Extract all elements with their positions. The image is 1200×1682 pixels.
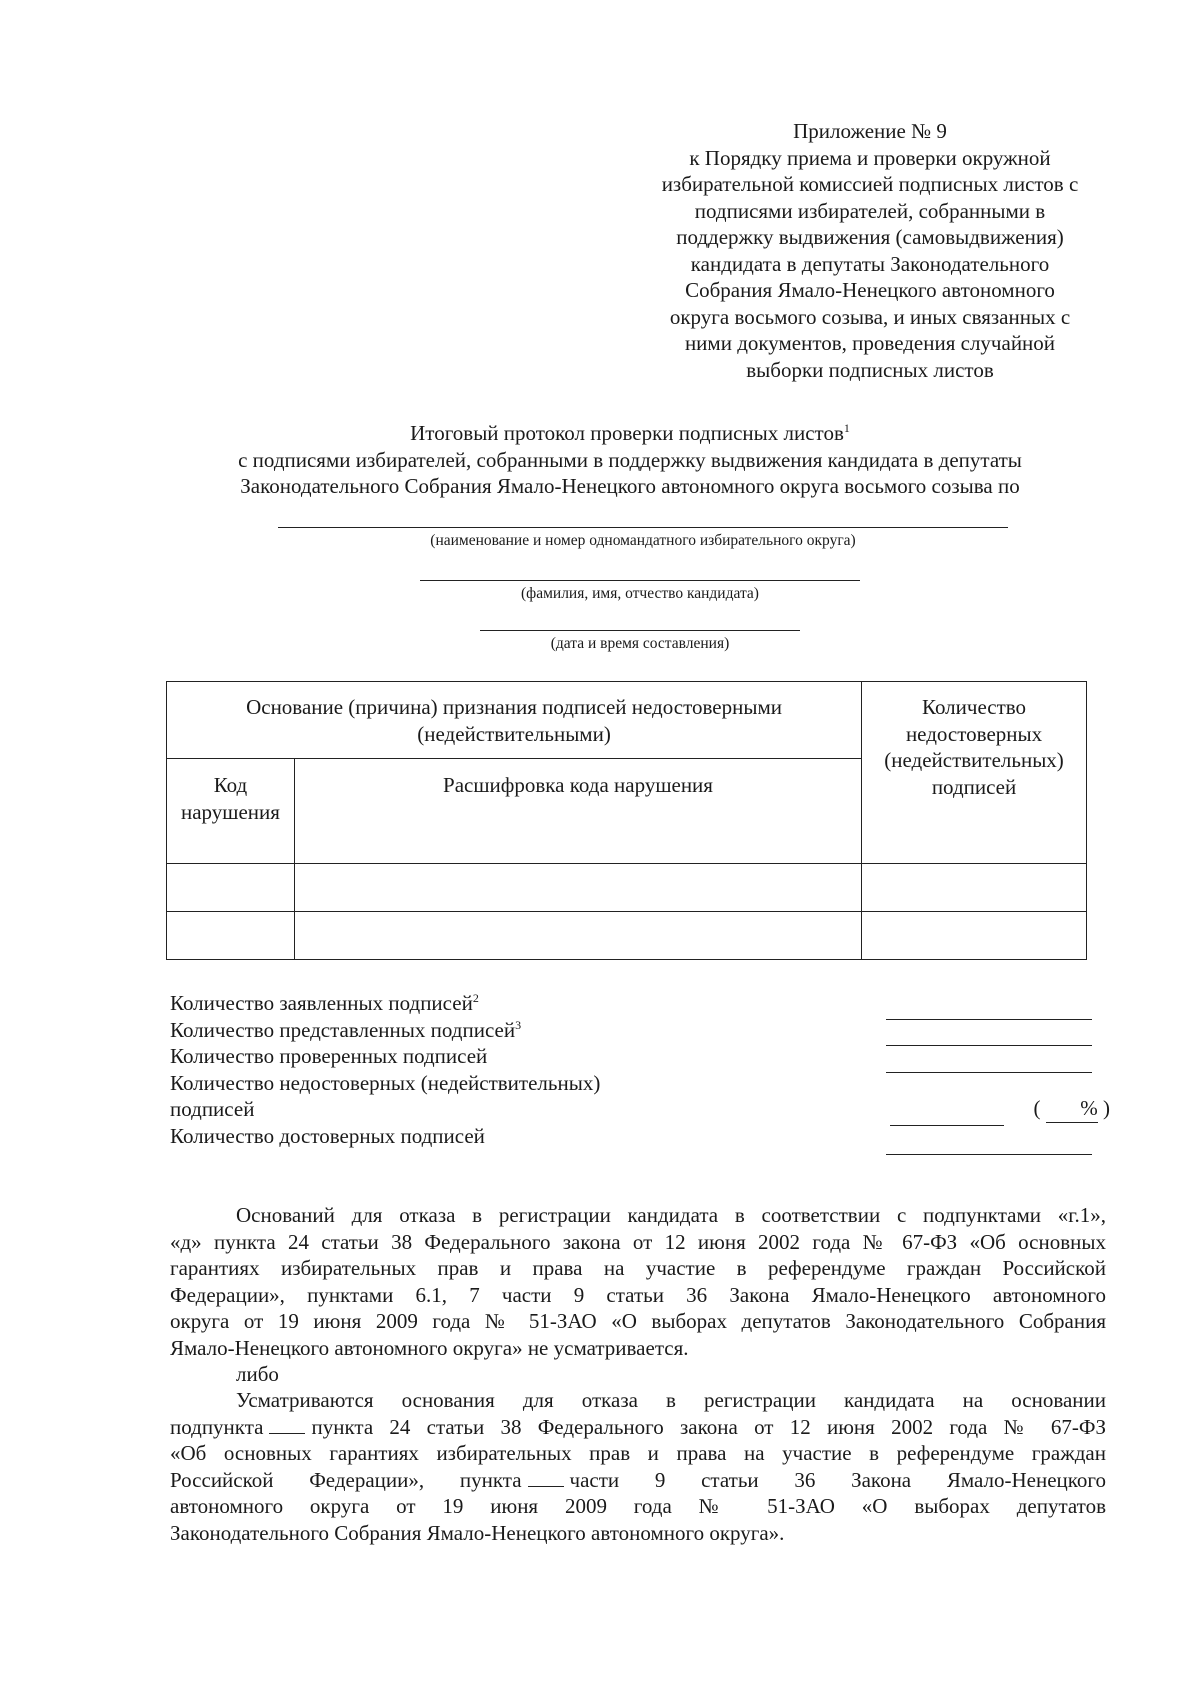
declared-label: Количество заявленных подписей xyxy=(170,991,473,1015)
body-line xyxy=(170,1467,1106,1494)
body-line xyxy=(170,1414,1106,1441)
invalid-label: Количество недостоверных (недействительных) xyxy=(170,1070,601,1095)
datetime-blank[interactable] xyxy=(480,630,800,631)
appendix-line: выборки подписных листов xyxy=(746,357,994,382)
body-line: гарантиях избирательных прав и права на участие в референдуме граждан Российской xyxy=(170,1256,1106,1280)
appendix-line: кандидата в депутаты Законодательного xyxy=(690,251,1050,276)
appendix-line: Приложение № 9 xyxy=(793,119,947,143)
body-line: Законодательного Собрания Ямало-Ненецкого автономного округа». xyxy=(170,1520,785,1545)
body-line: округа от 19 июня 2009 года № 51-ЗАО «О выборах депутатов Законодательного Собрания xyxy=(170,1309,1106,1333)
submitted-label: Количество представленных подписей xyxy=(170,1017,516,1042)
district-caption: (наименование и номер одномандатного избирательного округа) xyxy=(430,532,856,549)
appendix-line: ними документов, проведения случайной xyxy=(684,331,1056,355)
body-text: Российской Федерации», пункта xyxy=(170,1467,522,1492)
footnote-marker: 1 xyxy=(843,421,850,435)
checked-row xyxy=(170,1043,1110,1070)
paragraph-grounds xyxy=(170,1387,1106,1546)
title-line-1 xyxy=(150,420,1110,447)
table-cell[interactable] xyxy=(862,912,1087,960)
declared-row xyxy=(170,990,1110,1017)
either-word: либо xyxy=(236,1362,279,1386)
header-reason: Основание (причина) признания подписей недостоверными (недействительными) xyxy=(167,682,862,759)
violations-table xyxy=(166,681,1087,960)
appendix-line: к Порядку приема и проверки окружной xyxy=(689,145,1051,170)
body-text: части 9 статьи 36 Закона Ямало-Ненецкого xyxy=(569,1467,1106,1492)
appendix-line: округа восьмого созыва, и иных связанных с xyxy=(669,304,1071,329)
candidate-blank[interactable] xyxy=(420,580,860,581)
appendix-line: поддержку выдвижения (самовыдвижения) xyxy=(676,225,1064,249)
body-text: подпункта xyxy=(170,1414,264,1439)
percent-sign: % xyxy=(1080,1096,1098,1120)
header-count: Количество недостоверных (недействительных) подписей xyxy=(862,682,1087,864)
table-cell[interactable] xyxy=(294,864,861,912)
percent-blank[interactable] xyxy=(1046,1095,1098,1123)
body-line: Оснований для отказа в регистрации кандидата в соответствии с подпунктами «г.1», xyxy=(236,1203,1106,1227)
body-text: пункта 24 статьи 38 Федерального закона от 12 июня 2002 года № 67-ФЗ xyxy=(311,1414,1106,1439)
footnote-marker: 2 xyxy=(472,991,479,1005)
subparagraph-blank[interactable] xyxy=(269,1433,305,1434)
footnote-marker: 3 xyxy=(515,1017,522,1032)
valid-label: Количество достоверных подписей xyxy=(170,1123,485,1148)
invalid-row-2 xyxy=(170,1096,1110,1123)
district-field xyxy=(278,527,1008,550)
body-line: Федерации», пунктами 6.1, 7 части 9 статьи 36 Закона Ямало-Ненецкого автономного xyxy=(170,1282,1106,1307)
paren-close: ) xyxy=(1103,1096,1110,1120)
col-decode: Расшифровка кода нарушения xyxy=(294,759,861,864)
body-line: Ямало-Ненецкого автономного округа» не усматривается. xyxy=(170,1335,689,1360)
appendix-header xyxy=(620,118,1120,383)
invalid-label-cont: подписей xyxy=(170,1097,255,1121)
table-cell[interactable] xyxy=(862,864,1087,912)
title-text: Итоговый протокол проверки подписных листов xyxy=(410,421,844,445)
candidate-caption: (фамилия, имя, отчество кандидата) xyxy=(521,585,759,602)
paren-open: ( xyxy=(1033,1096,1041,1120)
candidate-field xyxy=(420,580,860,603)
point-blank[interactable] xyxy=(528,1486,564,1487)
valid-blank[interactable] xyxy=(886,1153,1092,1155)
valid-row xyxy=(170,1123,1110,1150)
invalid-row-1 xyxy=(170,1070,1110,1097)
body-line: Усматриваются основания для отказа в регистрации кандидата на основании xyxy=(236,1388,1106,1412)
body-line: «Об основных гарантиях избирательных прав и права на участие в референдуме граждан xyxy=(170,1441,1106,1465)
body-line: автономного округа от 19 июня 2009 года № 51-ЗАО «О выборах депутатов xyxy=(170,1494,1106,1518)
title-line-2: с подписями избирателей, собранными в поддержку выдвижения кандидата в депутаты xyxy=(238,447,1022,472)
summary-block xyxy=(170,990,1110,1149)
datetime-caption: (дата и время составления) xyxy=(550,635,730,652)
submitted-row xyxy=(170,1017,1110,1044)
appendix-line: избирательной комиссией подписных листов с xyxy=(661,172,1079,196)
district-blank[interactable] xyxy=(278,527,1008,528)
appendix-line: Собрания Ямало-Ненецкого автономного xyxy=(685,278,1055,302)
table-cell[interactable] xyxy=(294,912,861,960)
document-title xyxy=(150,420,1110,500)
invalid-percent xyxy=(1034,1095,1111,1123)
appendix-line: подписями избирателей, собранными в xyxy=(694,198,1046,223)
title-line-3: Законодательного Собрания Ямало-Ненецкого автономного округа восьмого созыва по xyxy=(240,474,1020,498)
table-cell[interactable] xyxy=(167,864,295,912)
col-code: Код нарушения xyxy=(167,759,295,864)
checked-label: Количество проверенных подписей xyxy=(170,1044,488,1068)
body-line: «д» пункта 24 статьи 38 Федерального закона от 12 июня 2002 года № 67-ФЗ «Об основных xyxy=(170,1229,1106,1254)
datetime-field xyxy=(480,630,800,653)
table-cell[interactable] xyxy=(167,912,295,960)
paragraph-no-grounds xyxy=(170,1202,1106,1388)
